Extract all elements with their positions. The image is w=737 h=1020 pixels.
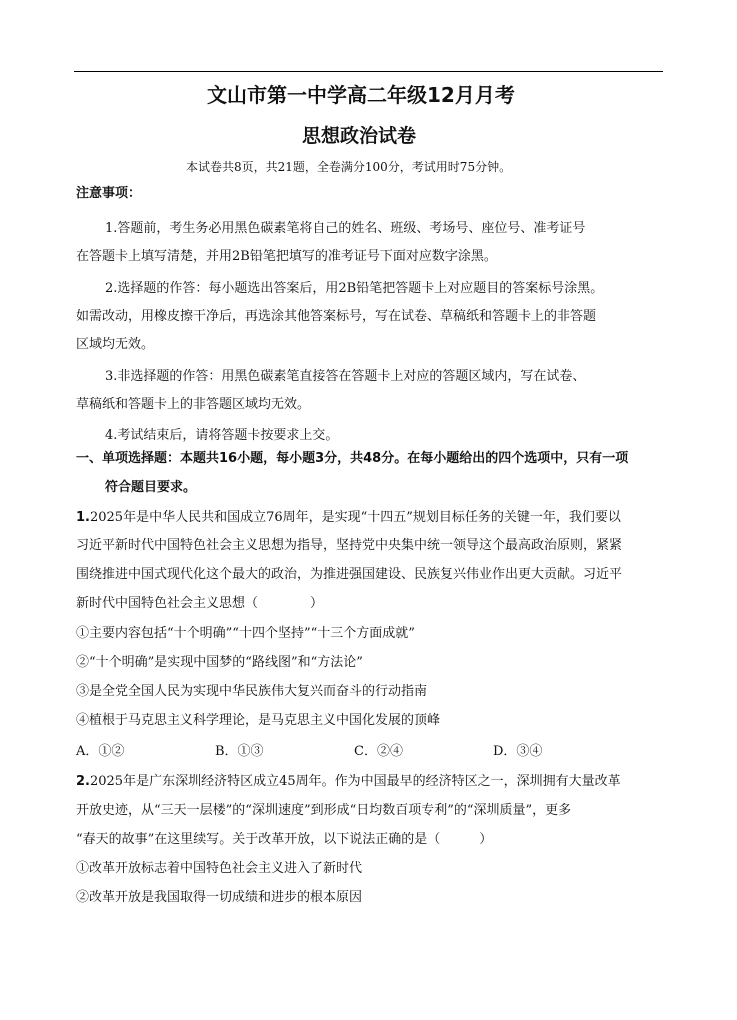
question-2-item: ①改革开放标志着中国特色社会主义进入了新时代 [76,861,363,876]
question-1-item: ②“十个明确”是实现中国梦的“路线图”和“方法论” [76,655,363,670]
notes-heading: 注意事项： [76,186,142,201]
top-rule [74,71,663,72]
option-b[interactable]: B．①③ [215,744,264,759]
exam-info: 本试卷共8页，共21题，全卷满分100分，考试用时75分钟。 [186,160,512,174]
note-line: 3.非选择题的作答：用黑色碳素笔直接答在答题卡上对应的答题区域内，写在试卷、 [105,369,586,384]
option-c[interactable]: C．②④ [354,744,403,759]
question-1-item: ③是全党全国人民为实现中华民族伟大复兴而奋斗的行动指南 [76,684,428,699]
note-line: 草稿纸和答题卡上的非答题区域均无效。 [76,397,311,412]
question-1-item: ①主要内容包括“十个明确”“十四个坚持”“十三个方面成就” [76,626,415,641]
option-d[interactable]: D．③④ [493,744,543,759]
exam-title: 文山市第一中学高二年级12月月考 [207,83,515,107]
question-1-line: 围绕推进中国式现代化这个最大的政治，为推进强国建设、民族复兴伟业作出更大贡献。习近平 [76,567,623,582]
question-1-item: ④植根于马克思主义科学理论，是马克思主义中国化发展的顶峰 [76,713,441,728]
question-2-line: “春天的故事”在这里续写。关于改革开放，以下说法正确的是（ ） [76,832,493,847]
option-a[interactable]: A．①② [76,744,125,759]
question-1-line: 习近平新时代中国特色社会主义思想为指导，坚持党中央集中统一领导这个最高政治原则，紧紧 [76,538,623,553]
question-text: 2025年是中华人民共和国成立76周年，是实现“十四五”规划目标任务的关键一年，我们要以 [89,510,621,525]
question-number: 1. [76,510,90,525]
question-1-options [76,743,632,761]
question-2-stem [76,773,621,791]
question-2-item: ②改革开放是我国取得一切成绩和进步的根本原因 [76,890,363,905]
subject-title: 思想政治试卷 [302,125,417,147]
question-1-stem [76,509,621,527]
section-heading-cont: 符合题目要求。 [105,480,197,495]
note-line: 如需改动，用橡皮擦干净后，再选涂其他答案标号，写在试卷、草稿纸和答题卡上的非答题 [76,309,597,324]
question-2-line: 开放史迹，从“三天一层楼”的“深圳速度”到形成“日均数百项专利”的“深圳质量”，更多 [76,803,572,818]
section-heading: 一、单项选择题：本题共16小题，每小题3分，共48分。在每小题给出的四个选项中，只有一项 [76,451,629,466]
note-line: 4.考试结束后，请将答题卡按要求上交。 [105,428,339,443]
note-line: 在答题卡上填写清楚，并用2B铅笔把填写的准考证号下面对应数字涂黑。 [76,249,497,264]
question-1-line: 新时代中国特色社会主义思想（ ） [76,596,324,611]
question-number: 2. [76,774,90,789]
question-text: 2025年是广东深圳经济特区成立45周年。作为中国最早的经济特区之一，深圳拥有大量改革 [89,774,621,789]
note-line: 区域均无效。 [76,337,155,352]
note-line: 1.答题前，考生务必用黑色碳素笔将自己的姓名、班级、考场号、座位号、准考证号 [105,221,586,236]
note-line: 2.选择题的作答：每小题选出答案后，用2B铅笔把答题卡上对应题目的答案标号涂黑。 [105,281,604,296]
